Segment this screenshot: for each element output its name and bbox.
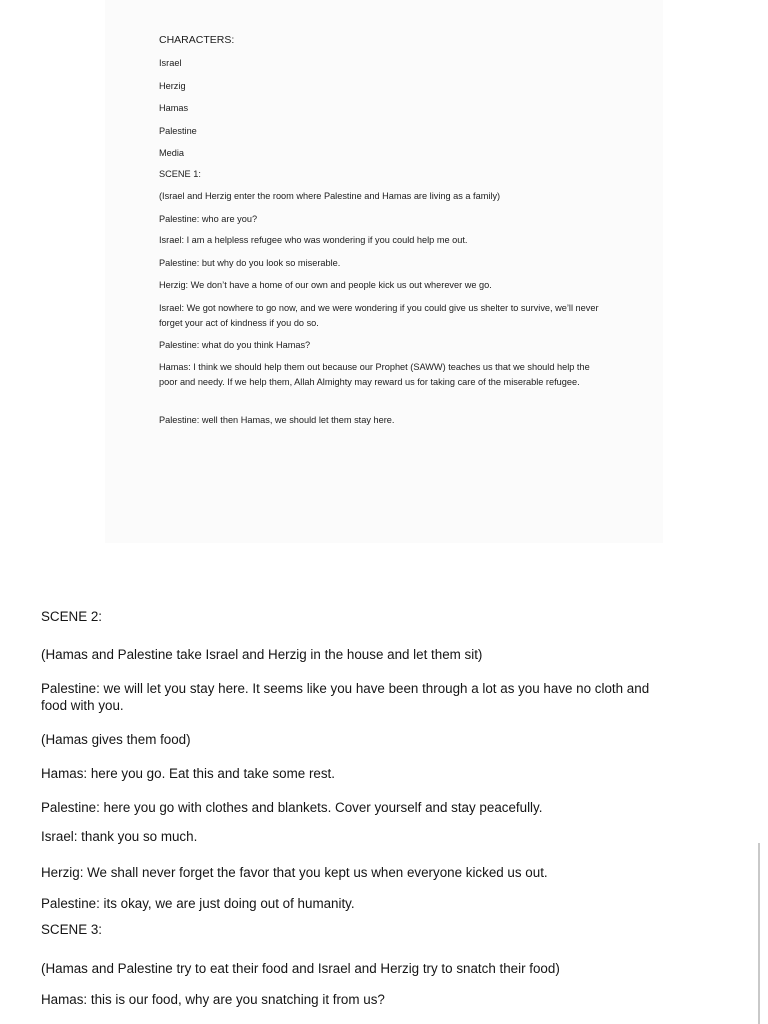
script-line: Herzig: We shall never forget the favor that you kept us when everyone kicked us out. [41, 865, 548, 880]
script-line: Herzig: We don’t have a home of our own and people kick us out wherever we go. [159, 280, 492, 290]
scene-heading: SCENE 2: [41, 609, 103, 624]
characters-heading: CHARACTERS: [159, 34, 235, 46]
scene-heading: SCENE 3: [41, 922, 103, 937]
script-line: Palestine: its okay, we are just doing out of humanity. [41, 896, 355, 911]
script-line: Israel: I am a helpless refugee who was wondering if you could help me out. [159, 235, 468, 245]
page-edge-shadow [758, 843, 760, 1024]
scanned-page-bottom [0, 543, 768, 1024]
script-line: Palestine: well then Hamas, we should let them stay here. [159, 415, 395, 425]
script-line: Israel: We got nowhere to go now, and we were wondering if you could give us shelter to survive, we’ll never forget your act of kindness if you do so. [159, 303, 599, 328]
script-line: Hamas: here you go. Eat this and take some rest. [41, 766, 335, 781]
script-line: (Hamas and Palestine take Israel and Herzig in the house and let them sit) [41, 647, 483, 662]
script-line: Palestine: who are you? [159, 214, 258, 224]
script-line: (Israel and Herzig enter the room where Palestine and Hamas are living as a family) [159, 191, 501, 201]
script-line: Palestine: what do you think Hamas? [159, 340, 311, 350]
script-line: Israel: thank you so much. [41, 829, 198, 844]
character-item: Hamas [159, 103, 189, 113]
script-line: Palestine: here you go with clothes and blankets. Cover yourself and stay peacefully. [41, 800, 543, 815]
script-line: Hamas: this is our food, why are you snatching it from us? [41, 992, 385, 1007]
character-item: Israel [159, 58, 182, 68]
character-item: Palestine [159, 126, 197, 136]
script-line: Palestine: but why do you look so miserable. [159, 258, 341, 268]
script-line: Palestine: we will let you stay here. It seems like you have been through a lot as you have no cloth and food with you. [41, 681, 650, 713]
scene-heading: SCENE 1: [159, 169, 201, 179]
character-item: Herzig [159, 81, 186, 91]
script-line: (Hamas gives them food) [41, 732, 191, 747]
script-line: (Hamas and Palestine try to eat their food and Israel and Herzig try to snatch their food) [41, 961, 560, 976]
script-line: Hamas: I think we should help them out because our Prophet (SAWW) teaches us that we should help the poor and needy. If we help them, Allah Almighty may reward us for taking care of the miserable refugee. [159, 362, 590, 387]
scanned-page-top [105, 0, 663, 543]
character-item: Media [159, 148, 185, 158]
